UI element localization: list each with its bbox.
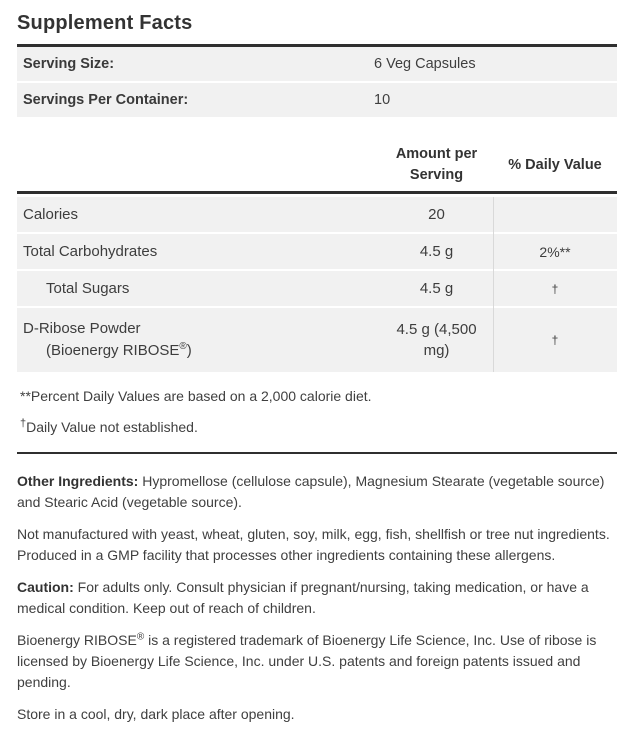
nutrition-table-header	[17, 117, 617, 191]
row-daily-value: †	[551, 333, 559, 347]
allergen-statement-paragraph: Not manufactured with yeast, wheat, gluten, soy, milk, egg, fish, shellfish or tree nut ingredients. Produced in a GMP facility that processes other ingredients containing these allergens.	[17, 526, 610, 563]
registered-trademark-symbol: ®	[179, 341, 187, 352]
row-name-line2: (Bioenergy RIBOSE®)	[46, 341, 192, 359]
row-amount: 20	[428, 206, 445, 223]
table-row-total-sugars	[17, 271, 617, 306]
table-row-total-carbohydrates	[17, 234, 617, 269]
serving-size-row	[17, 47, 617, 81]
row-name: Calories	[23, 205, 79, 223]
row-amount: 4.5 g (4,500 mg)	[396, 321, 477, 359]
servings-per-container-row	[17, 83, 617, 117]
footnote-percent-daily-values: **Percent Daily Values are based on a 2,000 calorie diet.	[20, 388, 372, 404]
row-daily-value: 2%**	[539, 243, 571, 260]
registered-trademark-symbol: ®	[136, 631, 145, 643]
nutrition-table-body	[17, 197, 617, 372]
table-row-calories	[17, 197, 617, 232]
table-row-d-ribose-powder	[17, 308, 617, 372]
row-daily-value: †	[551, 281, 559, 296]
divider-header	[17, 191, 617, 194]
storage-instructions: Store in a cool, dry, dark place after opening.	[17, 706, 295, 722]
serving-info	[17, 47, 617, 117]
caution-paragraph: Caution: For adults only. Consult physician if pregnant/nursing, taking medication, or have a medical condition. Keep out of reach of children.	[17, 579, 589, 616]
servings-per-container-label: Servings Per Container:	[23, 92, 189, 108]
row-name-line1: D-Ribose Powder	[23, 320, 141, 337]
header-daily-value: % Daily Value	[508, 156, 602, 173]
dagger-symbol: †	[20, 417, 27, 430]
panel-title: Supplement Facts	[17, 12, 193, 34]
serving-size-label: Serving Size:	[23, 56, 115, 72]
row-name	[17, 312, 380, 368]
other-ingredients-paragraph: Other Ingredients: Hypromellose (cellulose capsule), Magnesium Stearate (vegetable source) and Stearic Acid (vegetable source).	[17, 473, 605, 510]
serving-size-value: 6 Veg Capsules	[374, 56, 476, 72]
other-ingredients-label: Other Ingredients:	[17, 473, 139, 489]
caution-label: Caution:	[17, 579, 74, 595]
row-amount: 4.5 g	[419, 280, 454, 297]
row-amount: 4.5 g	[419, 243, 454, 260]
bottom-paragraphs	[17, 454, 617, 725]
header-amount-per-serving: Amount per Serving	[395, 146, 478, 183]
footnotes	[17, 372, 617, 452]
row-name: Total Sugars	[46, 279, 130, 297]
footnote-daily-value-not-established: †Daily Value not established.	[20, 417, 198, 435]
trademark-paragraph: Bioenergy RIBOSE® is a registered trademark of Bioenergy Life Science, Inc. Use of ribose is licensed by Bioenergy Life Science, Inc. under U.S. patents and foreign patents issued and pending.	[17, 631, 597, 690]
row-name: Total Carbohydrates	[23, 242, 158, 260]
servings-per-container-value: 10	[374, 92, 391, 108]
